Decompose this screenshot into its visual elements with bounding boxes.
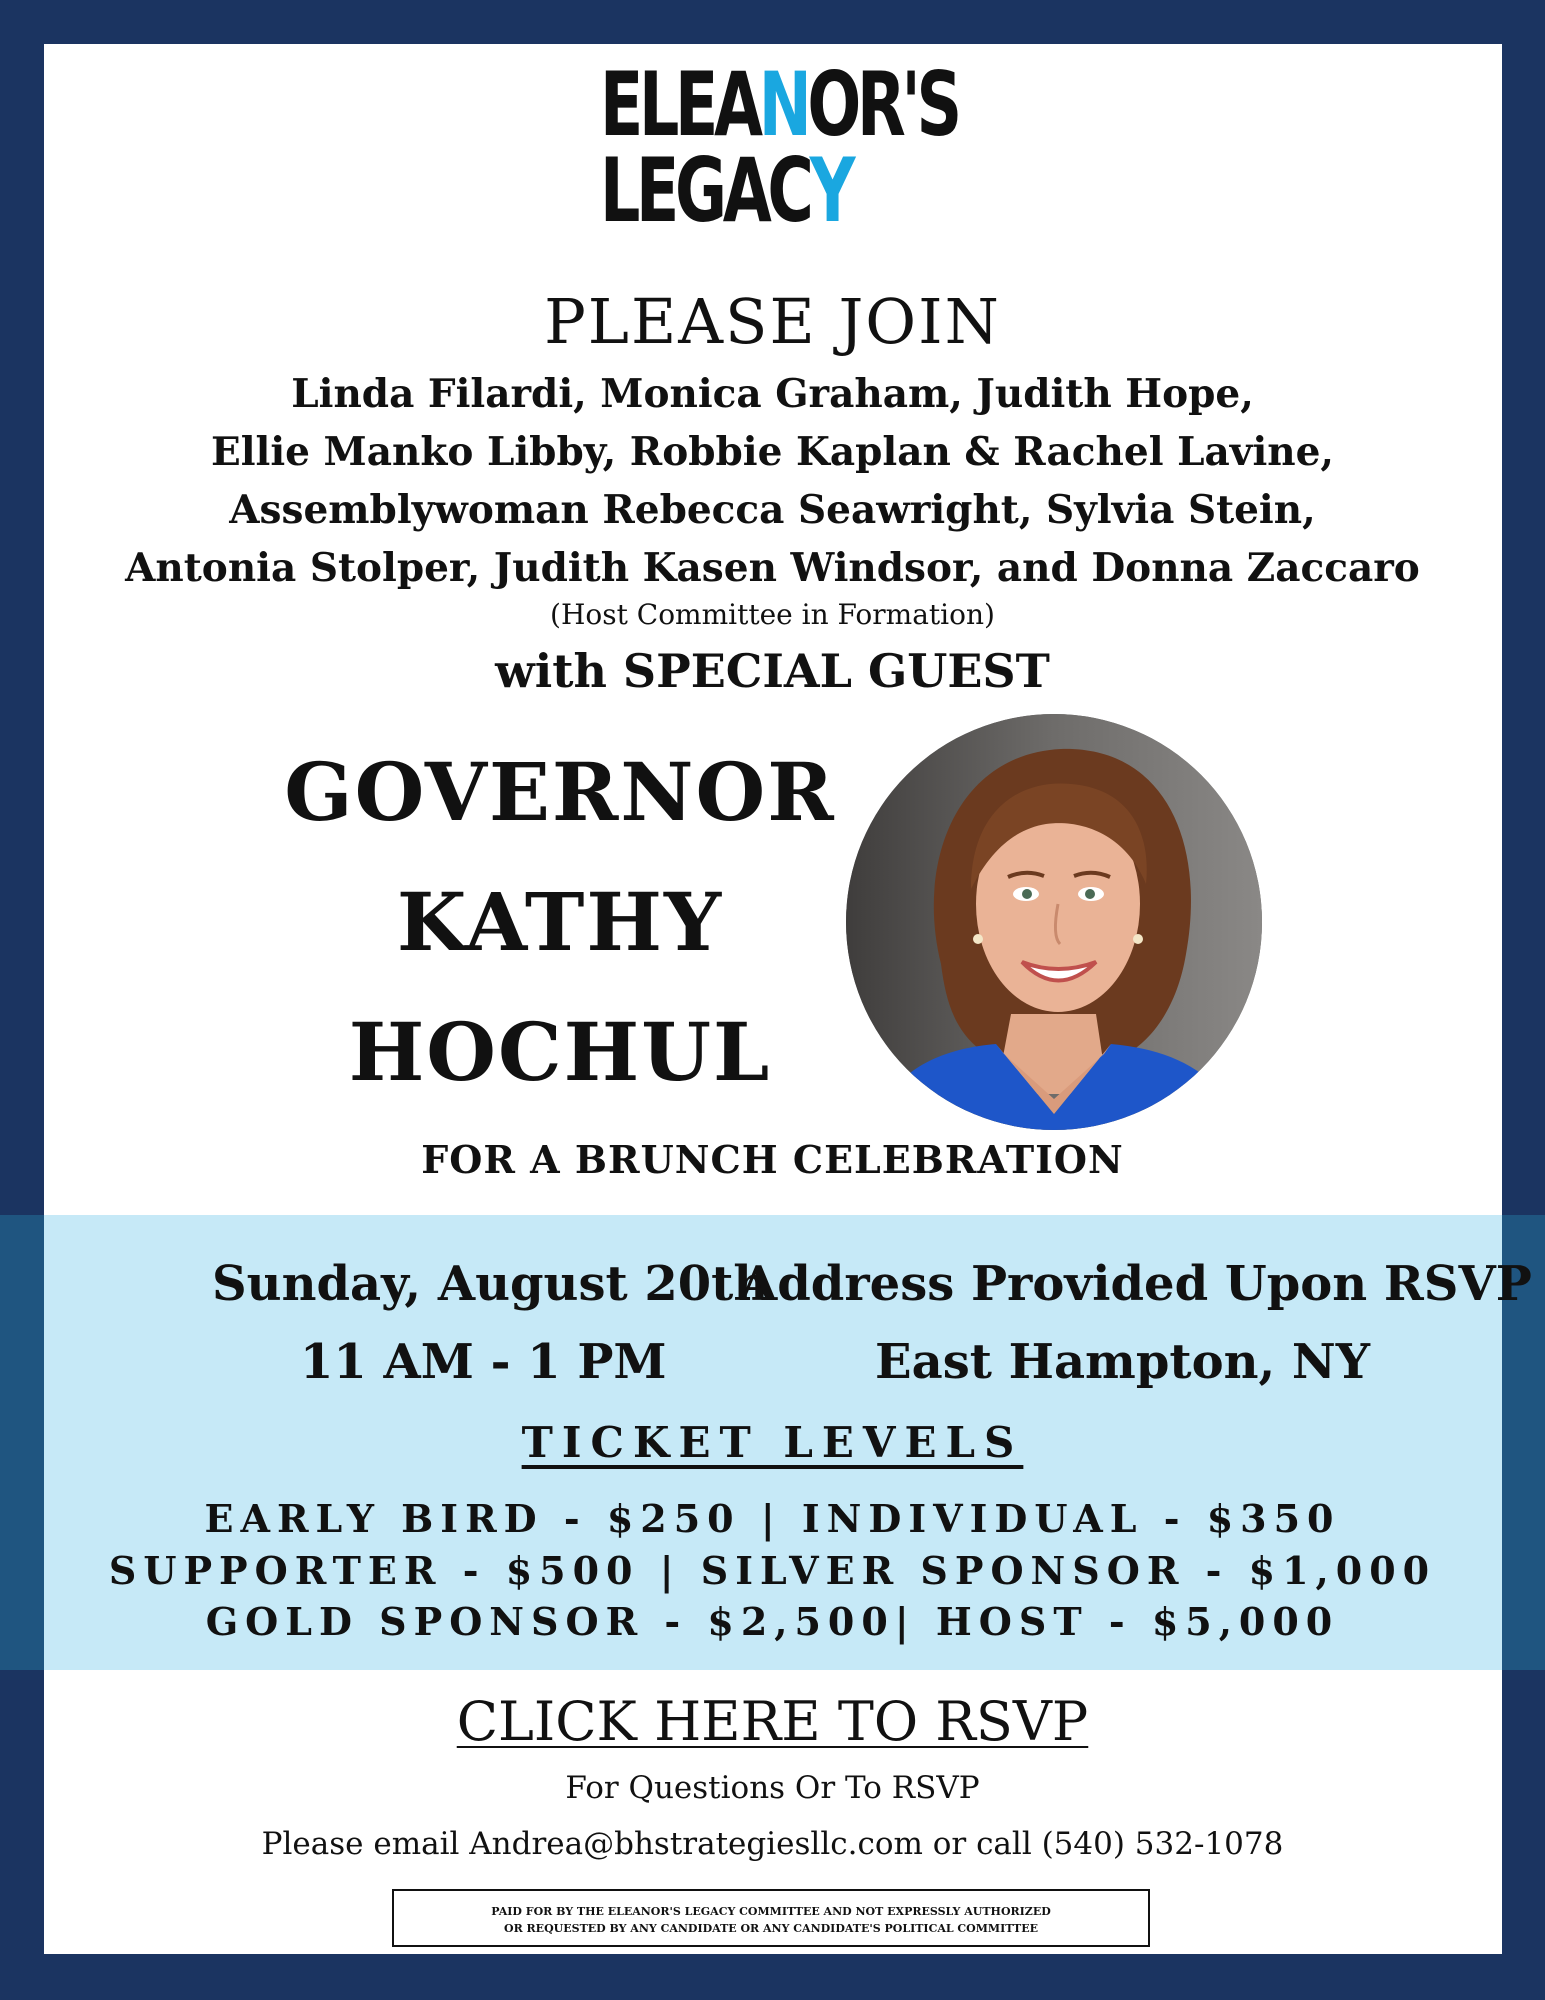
paid-for-disclaimer xyxy=(392,1889,1150,1947)
logo-line-2: LEGACY xyxy=(600,139,852,242)
guest-title: GOVERNOR xyxy=(284,745,836,839)
host-line: Assemblywoman Rebecca Seawright, Sylvia Stein, xyxy=(229,487,1316,533)
event-date: Sunday, August 20th xyxy=(212,1256,769,1312)
disclaimer-line: PAID FOR BY THE ELEANOR'S LEGACY COMMITTEE AND NOT EXPRESSLY AUTHORIZED xyxy=(491,1905,1051,1918)
event-time: 11 AM - 1 PM xyxy=(300,1334,667,1390)
event-city: East Hampton, NY xyxy=(875,1334,1371,1390)
rsvp-link-row xyxy=(0,1690,1545,1753)
host-line: Antonia Stolper, Judith Kasen Windsor, and Donna Zaccaro xyxy=(125,545,1420,591)
guest-portrait-photo xyxy=(846,714,1262,1130)
host-committee-note: (Host Committee in Formation) xyxy=(550,598,995,631)
portrait-illustration xyxy=(846,714,1262,1130)
ticket-level-line: GOLD SPONSOR - $2,500| HOST - $5,000 xyxy=(205,1599,1340,1644)
ticket-level-line: EARLY BIRD - $250 | INDIVIDUAL - $350 xyxy=(204,1496,1341,1541)
questions-text: For Questions Or To RSVP xyxy=(565,1770,980,1806)
ticket-levels-heading: TICKET LEVELS xyxy=(521,1418,1024,1467)
host-line: Ellie Manko Libby, Robbie Kaplan & Rachel Lavine, xyxy=(210,429,1335,475)
ticket-level-line: SUPPORTER - $500 | SILVER SPONSOR - $1,000 xyxy=(108,1548,1437,1593)
eleanors-legacy-logo xyxy=(600,53,960,252)
please-join-heading: PLEASE JOIN xyxy=(544,285,1001,358)
host-list xyxy=(0,365,1545,597)
logo-line-1: ELEANOR'S xyxy=(600,53,958,156)
rsvp-link[interactable]: CLICK HERE TO RSVP xyxy=(456,1690,1089,1753)
disclaimer-line: OR REQUESTED BY ANY CANDIDATE OR ANY CANDIDATE'S POLITICAL COMMITTEE xyxy=(503,1922,1038,1935)
event-type-heading: FOR A BRUNCH CELEBRATION xyxy=(421,1137,1124,1182)
event-address: Address Provided Upon RSVP xyxy=(740,1256,1532,1312)
special-guest-heading: with SPECIAL GUEST xyxy=(495,644,1050,698)
guest-first-name: KATHY xyxy=(396,875,724,969)
guest-last-name: HOCHUL xyxy=(348,1005,772,1099)
contact-text: Please email Andrea@bhstrategiesllc.com or call (540) 532-1078 xyxy=(261,1826,1284,1862)
host-line: Linda Filardi, Monica Graham, Judith Hope, xyxy=(291,371,1254,417)
